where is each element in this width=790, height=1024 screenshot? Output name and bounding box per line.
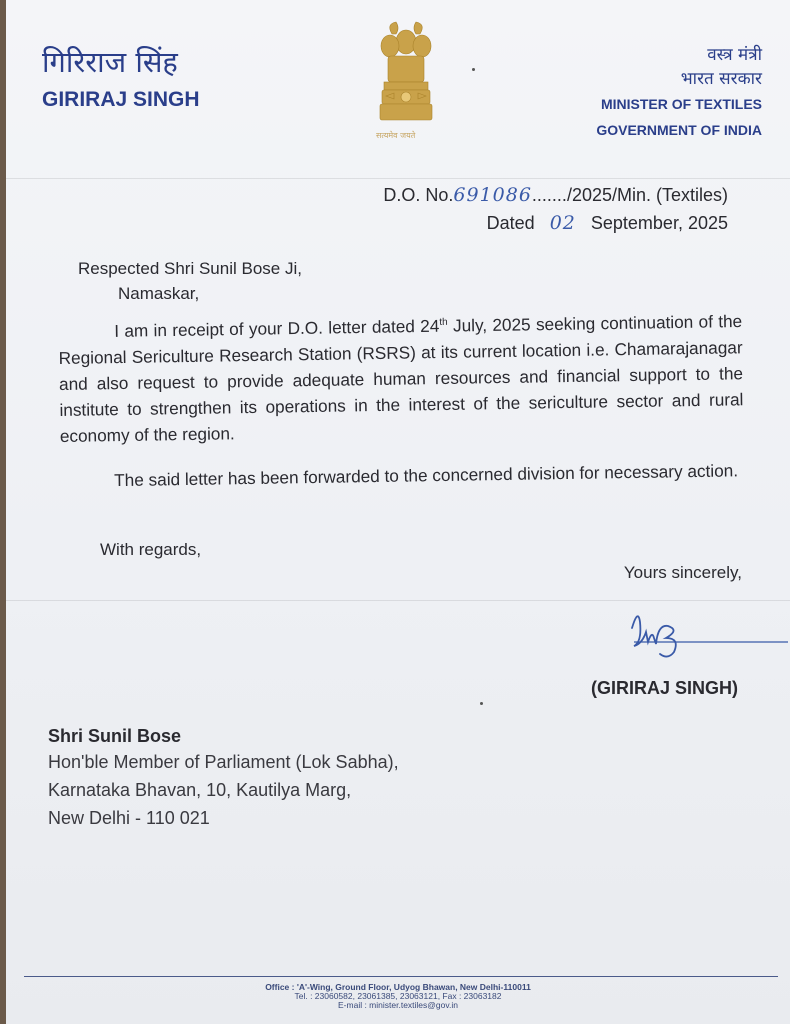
dated-prefix: Dated [486,213,535,233]
do-dots: ....... [531,185,567,205]
letter-page [6,0,790,1024]
do-suffix: /2025/Min. (Textiles) [566,185,728,205]
footer-phone: Tel. : 23060582, 23061385, 23063121, Fax : 23063182 [294,991,502,1001]
speck [472,68,475,71]
footer-office: Office : 'A'-Wing, Ground Floor, Udyog Bhawan, New Delhi-110011 [265,982,531,992]
recipient-line-3: New Delhi - 110 021 [48,808,210,828]
do-number-handwritten: 691086 [453,184,532,206]
designation-hindi: वस्त्र मंत्री [707,45,762,65]
footer-divider [24,976,778,977]
footer-email: E-mail : minister.textiles@gov.in [338,1000,458,1010]
sender-name-hindi: गिरिराज सिंह [42,45,178,79]
government-english: GOVERNMENT OF INDIA [596,122,762,138]
paper-fold [6,178,790,179]
recipient-line-1: Hon'ble Member of Parliament (Lok Sabha), [48,752,399,772]
salutation: Respected Shri Sunil Bose Ji, [78,259,302,278]
recipient-line-2: Karnataka Bhavan, 10, Kautilya Marg, [48,780,352,800]
do-prefix: D.O. No. [383,185,454,205]
sign-off: Yours sincerely, [623,563,742,582]
letter-date [487,212,728,234]
speck [480,702,483,705]
signature-icon [624,598,790,660]
dated-day-handwritten: 02 [549,212,576,234]
recipient-name: Shri Sunil Bose [48,726,182,746]
body-paragraph-1: I am in receipt of your D.O. letter dated 24th July, 2025 seeking continuation of the Regional Sericulture Research Station (RSRS) at its current location i.e. Chamarajanagar and also request to provide adequate human resources and financial support to the institute to strengthen its operations in the interest of the sericulture sector and rural economy of the region. [58,310,744,446]
body-paragraph-2: The said letter has been forwarded to the concerned division for necessary action. [114,460,739,491]
signatory-name: (GIRIRAJ SINGH) [590,678,738,698]
closing: With regards, [100,540,202,559]
do-number [383,184,728,206]
sender-name-english: GIRIRAJ SINGH [42,88,200,111]
dated-suffix: September, 2025 [590,213,728,233]
government-hindi: भारत सरकार [680,69,762,89]
designation-english: MINISTER OF TEXTILES [600,96,762,112]
emblem-motto: सत्यमेव जयते [376,131,416,140]
greeting: Namaskar, [118,284,200,303]
national-emblem-icon [372,20,440,124]
